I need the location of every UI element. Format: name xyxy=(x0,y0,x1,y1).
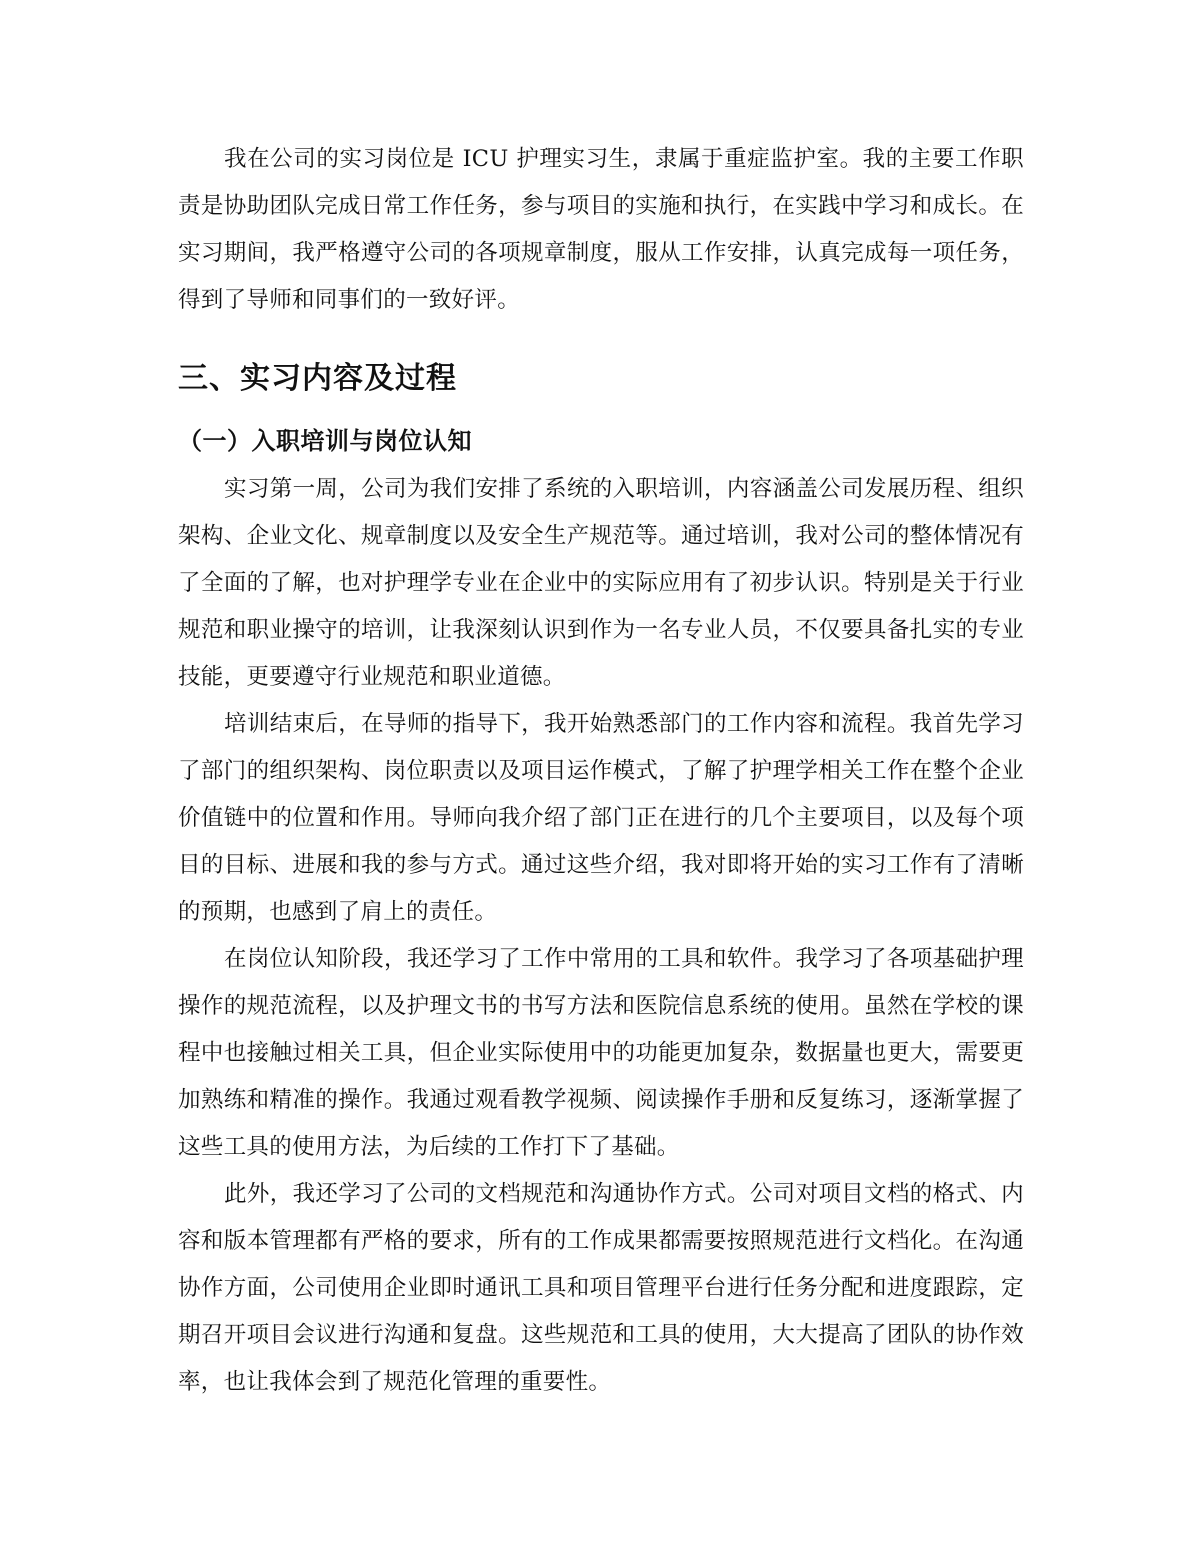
body-paragraph-4: 此外，我还学习了公司的文档规范和沟通协作方式。公司对项目文档的格式、内容和版本管理都有严格的要求，所有的工作成果都需要按照规范进行文档化。在沟通协作方面，公司使用企业即时通讯工具和项目管理平台进行任务分配和进度跟踪，定期召开项目会议进行沟通和复盘。这些规范和工具的使用，大大提高了团队的协作效率，也让我体会到了规范化管理的重要性。 xyxy=(178,1181,1024,1395)
body-paragraph-1: 实习第一周，公司为我们安排了系统的入职培训，内容涵盖公司发展历程、组织架构、企业文化、规章制度以及安全生产规范等。通过培训，我对公司的整体情况有了全面的了解，也对护理学专业在企业中的实际应用有了初步认识。特别是关于行业规范和职业操守的培训，让我深刻认识到作为一名专业人员，不仅要具备扎实的专业技能，更要遵守行业规范和职业道德。 xyxy=(178,476,1024,690)
intro-paragraph: 我在公司的实习岗位是 ICU 护理实习生，隶属于重症监护室。我的主要工作职责是协助团队完成日常工作任务，参与项目的实施和执行，在实践中学习和成长。在实习期间，我严格遵守公司的各项规章制度，服从工作安排，认真完成每一项任务，得到了导师和同事们的一致好评。 xyxy=(178,146,1024,313)
subsection-heading: （一）入职培训与岗位认知 xyxy=(178,427,472,455)
body-paragraph-3: 在岗位认知阶段，我还学习了工作中常用的工具和软件。我学习了各项基础护理操作的规范流程，以及护理文书的书写方法和医院信息系统的使用。虽然在学校的课程中也接触过相关工具，但企业实际使用中的功能更加复杂，数据量也更大，需要更加熟练和精准的操作。我通过观看教学视频、阅读操作手册和反复练习，逐渐掌握了这些工具的使用方法，为后续的工作打下了基础。 xyxy=(178,946,1024,1160)
section-heading: 三、实习内容及过程 xyxy=(178,361,457,396)
body-paragraph-2: 培训结束后，在导师的指导下，我开始熟悉部门的工作内容和流程。我首先学习了部门的组织架构、岗位职责以及项目运作模式，了解了护理学相关工作在整个企业价值链中的位置和作用。导师向我介绍了部门正在进行的几个主要项目，以及每个项目的目标、进展和我的参与方式。通过这些介绍，我对即将开始的实习工作有了清晰的预期，也感到了肩上的责任。 xyxy=(178,711,1024,925)
document-body xyxy=(178,136,1024,1406)
